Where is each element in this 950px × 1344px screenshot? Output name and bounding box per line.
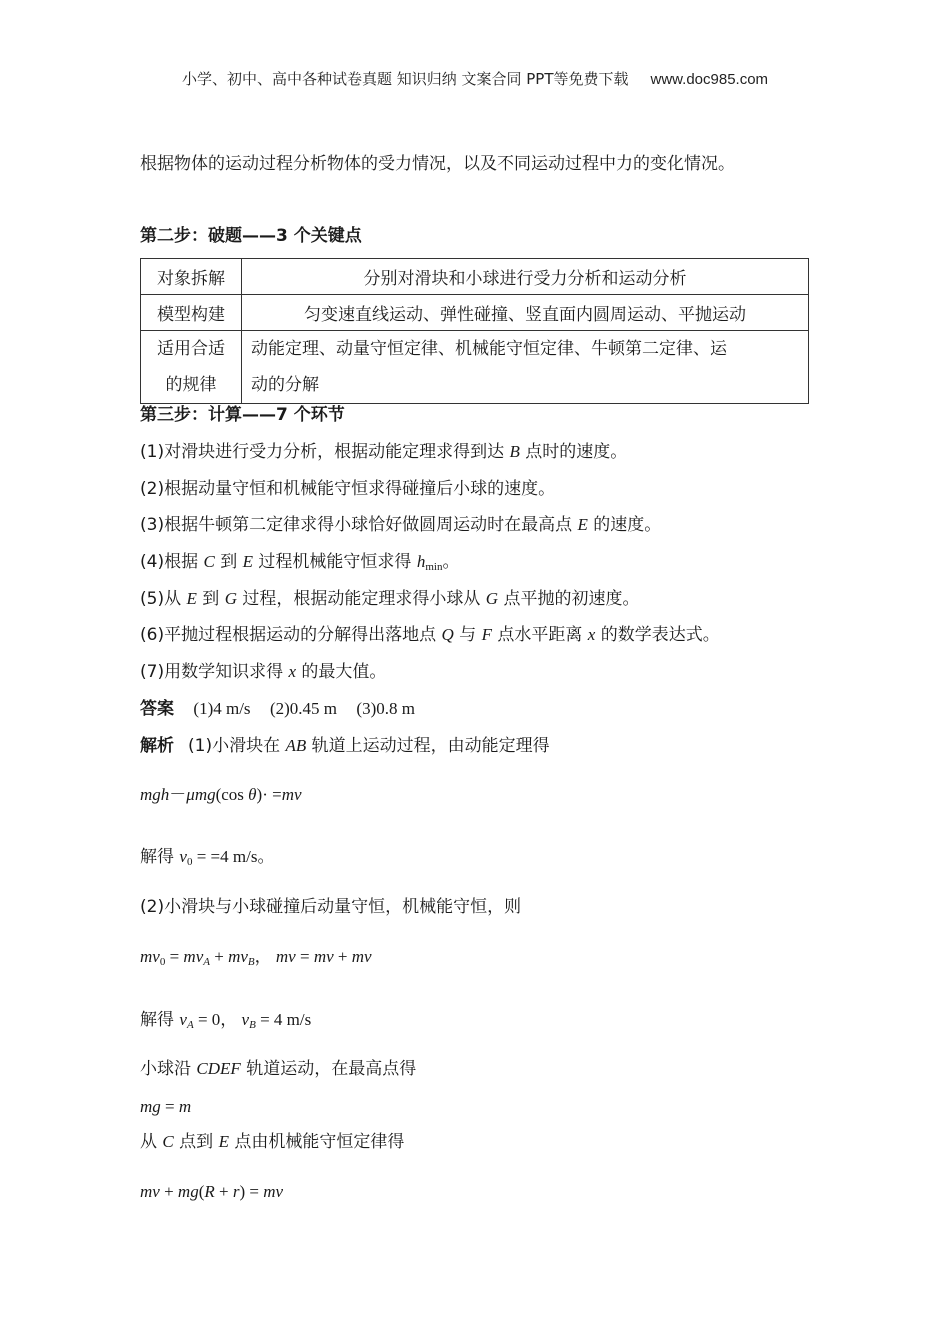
- calc-step-4: (4)根据 C 到 E 过程机械能守恒求得 $h_{min}$。: [140, 552, 460, 573]
- equation-1: mgh－μmg(cos θ)· =mv: [140, 785, 302, 804]
- answer-line: [140, 698, 415, 720]
- equation-3: mg = m: [140, 1097, 192, 1116]
- table-key: 模型构建: [141, 295, 242, 331]
- table-row: [141, 259, 809, 295]
- header-text: 小学、初中、高中各种试卷真题 知识归纳 文案合同 PPT等免费下载: [181, 70, 629, 88]
- calc-step-5: (5)从 E 到 G 过程，根据动能定理求得小球从 G 点平抛的初速度。: [140, 589, 640, 609]
- analysis-label: 解析: [140, 736, 174, 756]
- intro-paragraph: 根据物体的运动过程分析物体的受力情况，以及不同运动过程中力的变化情况。: [140, 154, 735, 174]
- table-value-line1: 动能定理、动量守恒定律、机械能守恒定律、牛顿第二定律、运: [251, 339, 727, 359]
- calc-step-7: (7)用数学知识求得 x 的最大值。: [140, 662, 387, 682]
- calc-step-1: (1)对滑块进行受力分析，根据动能定理求得到达 B 点时的速度。: [140, 442, 628, 462]
- paragraph-3: 小球沿 CDEF 轨道运动，在最高点得: [140, 1059, 417, 1079]
- header-site: www.doc985.com: [650, 71, 769, 88]
- answer-label: 答案: [140, 699, 174, 719]
- table-row: [141, 295, 809, 331]
- calc-step-6: (6)平抛过程根据运动的分解得出落地点 Q 与 F 点水平距离 x 的数学表达式。: [140, 625, 720, 645]
- analysis-line: 解析 (1)小滑块在 AB 轨道上运动过程，由动能定理得: [140, 736, 550, 756]
- solution-2: 解得 $v_A = 0$， $v_B = 4$ m/s: [140, 1010, 312, 1031]
- calc-step-2: (2)根据动量守恒和机械能守恒求得碰撞后小球的速度。: [140, 479, 556, 499]
- equation-2: $mv_0 = mv_A + mv_B$， mv = mv + mv: [140, 947, 372, 968]
- step2-title: 第二步：破题——3 个关键点: [140, 226, 362, 246]
- page-header: [0, 68, 950, 89]
- table-value: 匀变速直线运动、弹性碰撞、竖直面内圆周运动、平抛运动: [242, 295, 809, 331]
- answer-1: (1)4 m/s: [193, 699, 251, 718]
- table-value: [242, 331, 809, 404]
- table-key: [141, 331, 242, 404]
- calc-step-3: (3)根据牛顿第二定律求得小球恰好做圆周运动时在最高点 E 的速度。: [140, 515, 662, 535]
- key-points-table: [140, 258, 809, 404]
- table-key-line1: 适用合适: [157, 339, 225, 359]
- table-key: 对象拆解: [141, 259, 242, 295]
- table-value-line2: 动的分解: [251, 375, 319, 395]
- paragraph-4: 从 C 点到 E 点由机械能守恒定律得: [140, 1132, 405, 1152]
- table-row: [141, 331, 809, 404]
- paragraph-2: (2)小滑块与小球碰撞后动量守恒，机械能守恒，则: [140, 897, 522, 917]
- table-value: 分别对滑块和小球进行受力分析和运动分析: [242, 259, 809, 295]
- answer-3: (3)0.8 m: [356, 699, 415, 718]
- answer-2: (2)0.45 m: [269, 699, 337, 718]
- equation-4: mv + mg(R + r) = mv: [140, 1182, 284, 1201]
- table-key-line2: 的规律: [165, 375, 217, 395]
- solution-1: 解得 $v_0 = =4$ m/s。: [140, 847, 275, 868]
- step3-title: 第三步：计算——7 个环节: [140, 405, 345, 425]
